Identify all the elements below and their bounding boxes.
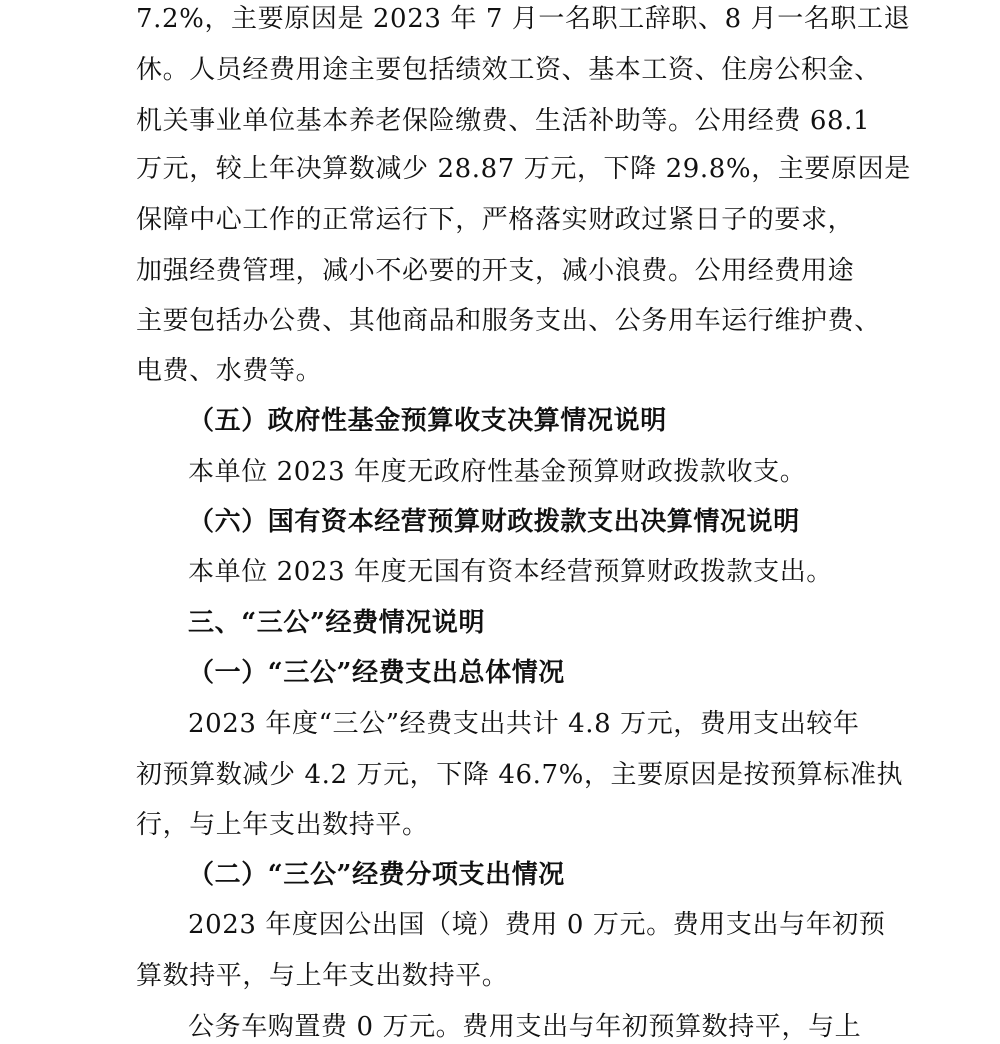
paragraph-line: 行，与上年支出数持平。	[136, 810, 429, 840]
paragraph-line: 休。人员经费用途主要包括绩效工资、基本工资、住房公积金、	[136, 55, 881, 85]
paragraph-line: 7.2%，主要原因是 2023 年 7 月一名职工辞职、8 月一名职工退	[136, 4, 911, 34]
subsection-heading-two: （二）“三公”经费分项支出情况	[188, 860, 565, 890]
paragraph-line: 2023 年度“三公”经费支出共计 4.8 万元，费用支出较年	[188, 709, 860, 739]
paragraph-line: 公务车购置费 0 万元。费用支出与年初预算数持平，与上	[188, 1012, 862, 1042]
paragraph-line: 算数持平，与上年支出数持平。	[136, 961, 509, 991]
paragraph-line: 2023 年度因公出国（境）费用 0 万元。费用支出与年初预	[188, 910, 886, 940]
paragraph-line: 本单位 2023 年度无国有资本经营预算财政拨款支出。	[188, 557, 833, 587]
paragraph-line: 加强经费管理，减小不必要的开支，减小浪费。公用经费用途	[136, 256, 855, 286]
paragraph-line: 机关事业单位基本养老保险缴费、生活补助等。公用经费 68.1	[136, 106, 871, 136]
paragraph-line: 初预算数减少 4.2 万元，下降 46.7%，主要原因是按预算标准执	[136, 760, 904, 790]
paragraph-line: 电费、水费等。	[136, 356, 323, 386]
paragraph-line: 万元，较上年决算数减少 28.87 万元，下降 29.8%，主要原因是	[136, 154, 911, 184]
section-heading-five: （五）政府性基金预算收支决算情况说明	[188, 406, 667, 436]
paragraph-line: 本单位 2023 年度无政府性基金预算财政拨款收支。	[188, 457, 807, 487]
section-heading-three-public: 三、“三公”经费情况说明	[188, 608, 486, 638]
paragraph-line: 保障中心工作的正常运行下，严格落实财政过紧日子的要求，	[136, 205, 855, 235]
subsection-heading-one: （一）“三公”经费支出总体情况	[188, 658, 565, 688]
paragraph-line: 主要包括办公费、其他商品和服务支出、公务用车运行维护费、	[136, 306, 881, 336]
section-heading-six: （六）国有资本经营预算财政拨款支出决算情况说明	[188, 507, 800, 537]
